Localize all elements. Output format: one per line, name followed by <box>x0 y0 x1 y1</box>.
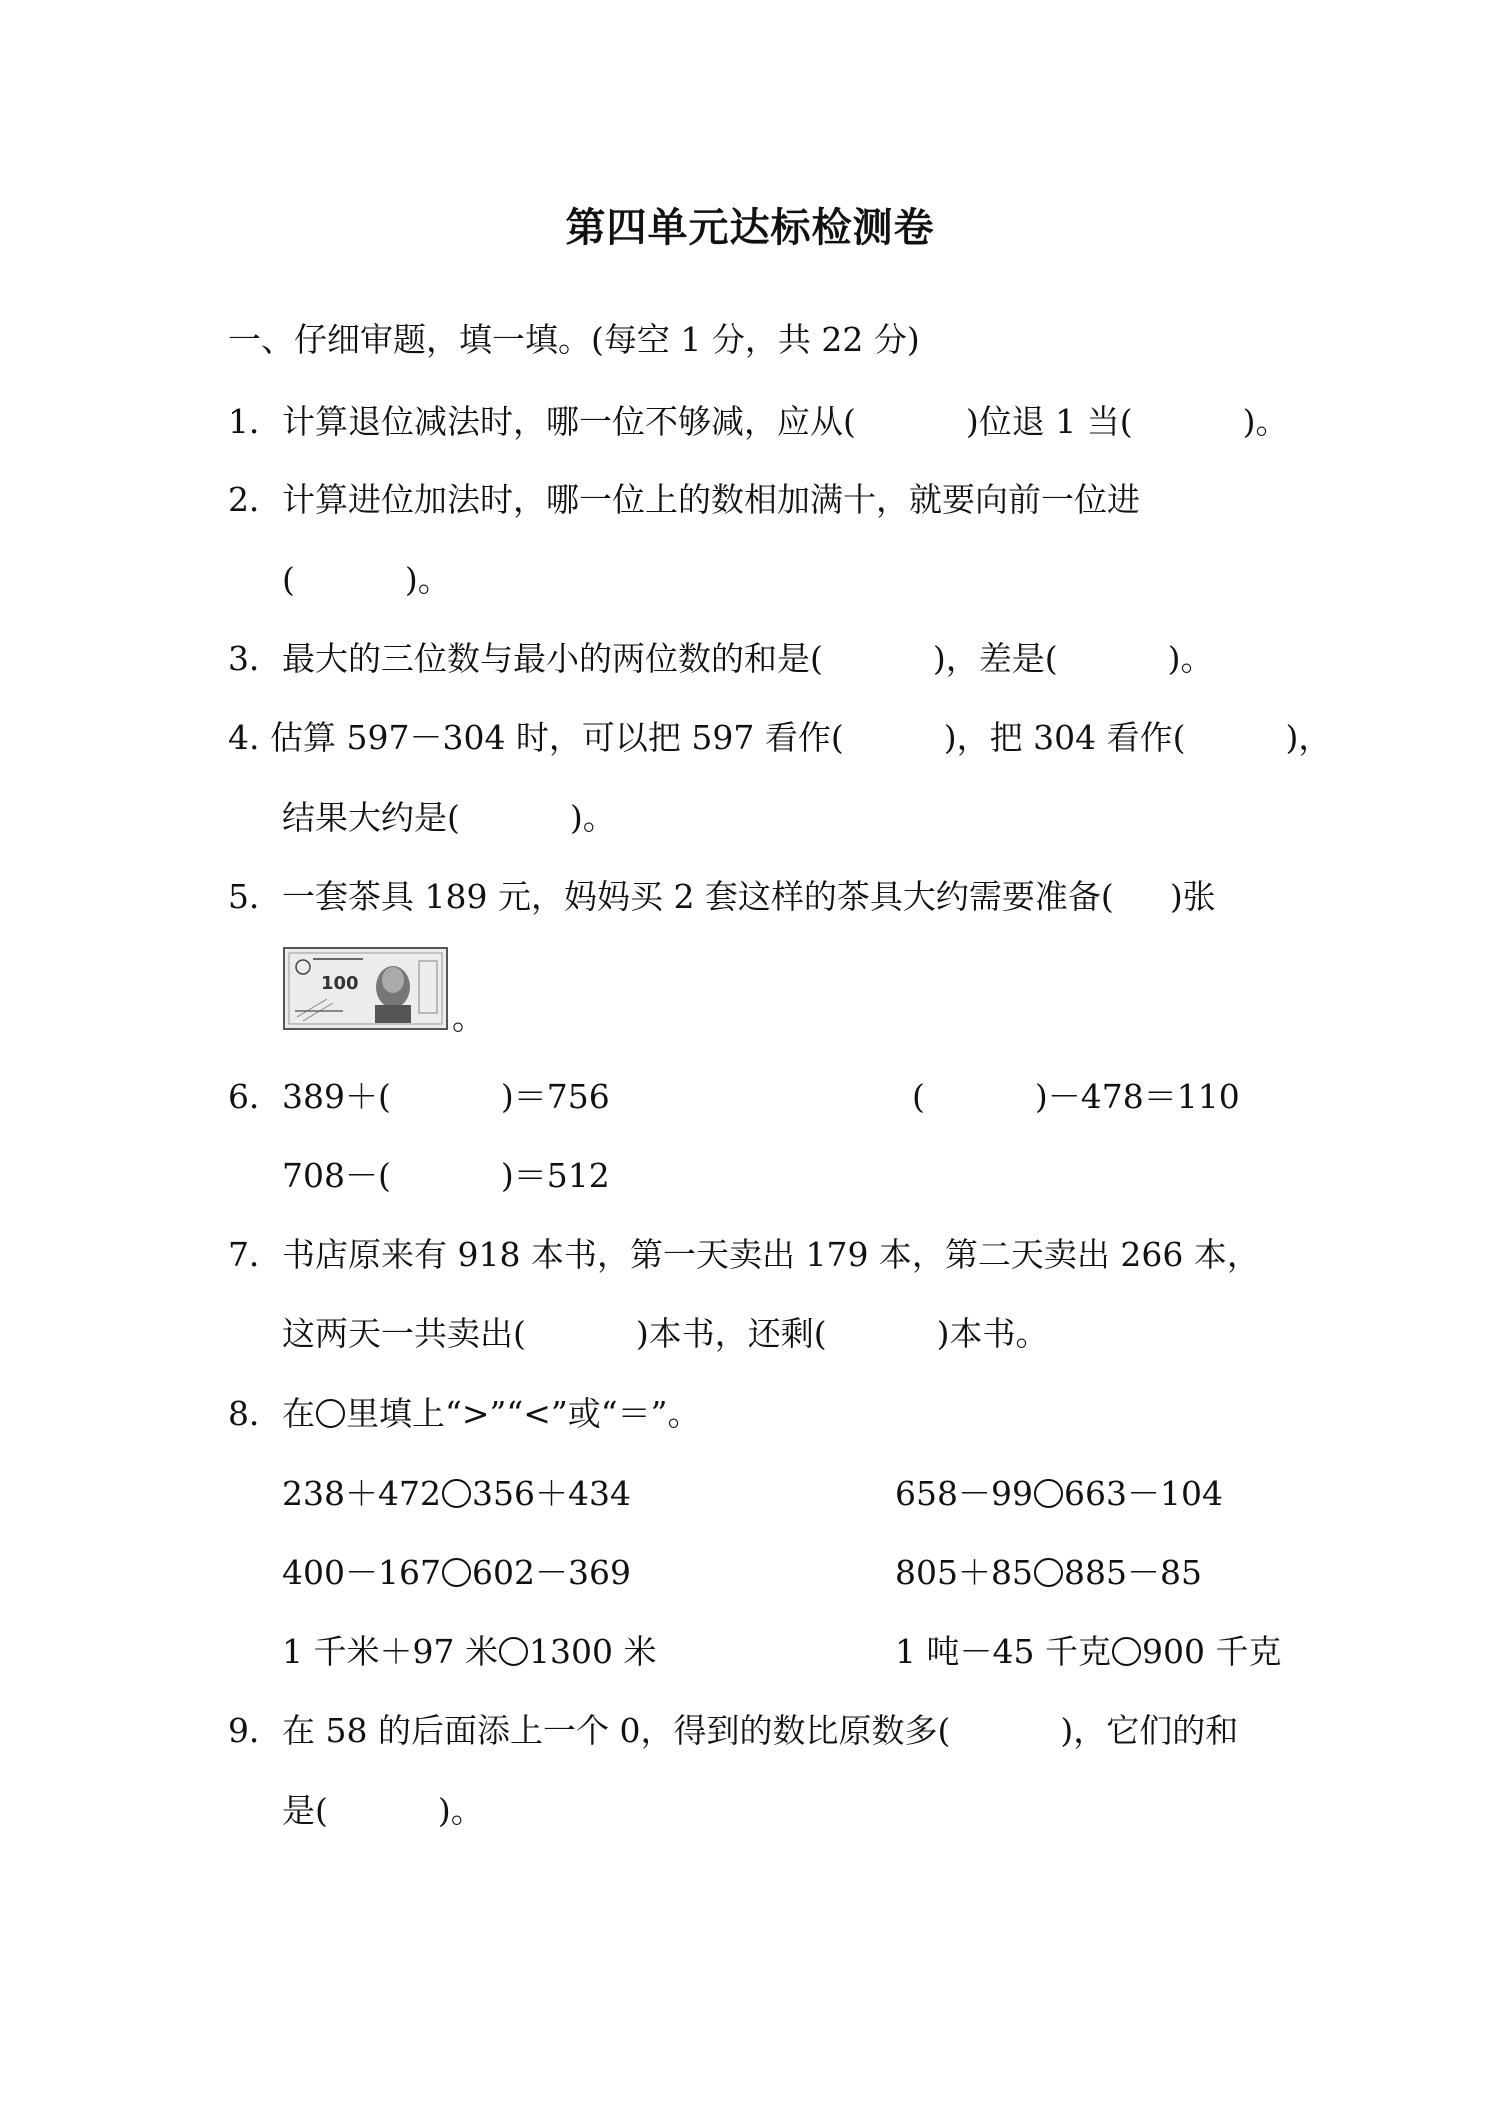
question-1: 1．计算退位减法时，哪一位不够减，应从( )位退 1 当( )。 <box>228 402 1289 441</box>
compare-row-3-right: 1 吨－45 千克 900 千克 <box>895 1632 1282 1671</box>
compare-circle[interactable] <box>1034 1558 1063 1587</box>
question-3: 3．最大的三位数与最小的两位数的和是( )，差是( )。 <box>228 639 1214 678</box>
question-9-cont: 是( )。 <box>282 1791 484 1830</box>
question-9: 9．在 58 的后面添上一个 0，得到的数比原数多( )，它们的和 <box>228 1711 1239 1750</box>
compare-row-2-left: 400－167 602－369 <box>282 1553 631 1592</box>
compare-row-3-left: 1 千米＋97 米 1300 米 <box>282 1632 657 1671</box>
question-5-end: 。 <box>452 998 485 1037</box>
compare-circle[interactable] <box>1034 1479 1063 1508</box>
compare-row-1-left: 238＋472 356＋434 <box>282 1474 631 1513</box>
compare-circle[interactable] <box>499 1637 528 1666</box>
section-heading: 一、仔细审题，填一填。(每空 1 分，共 22 分) <box>228 320 920 359</box>
question-6-c: 708－( )＝512 <box>282 1156 610 1195</box>
svg-text:100: 100 <box>321 973 359 994</box>
compare-circle[interactable] <box>442 1558 471 1587</box>
page-title: 第四单元达标检测卷 <box>565 205 935 251</box>
question-7: 7．书店原来有 918 本书，第一天卖出 179 本，第二天卖出 266 本， <box>228 1235 1260 1274</box>
question-6-a: 6．389＋( )＝756 <box>228 1077 610 1116</box>
compare-circle[interactable] <box>1112 1637 1141 1666</box>
question-2: 2．计算进位加法时，哪一位上的数相加满十，就要向前一位进 <box>228 480 1140 519</box>
question-6-b: ( )－478＝110 <box>912 1077 1240 1116</box>
compare-circle[interactable] <box>316 1399 345 1428</box>
compare-row-1-right: 658－99 663－104 <box>895 1474 1223 1513</box>
question-8: 8．在 里填上“>”“<”或“＝”。 <box>228 1394 701 1433</box>
question-5: 5．一套茶具 189 元，妈妈买 2 套这样的茶具大约需要准备( )张 <box>228 877 1216 916</box>
question-4-cont: 结果大约是( )。 <box>282 798 616 837</box>
question-2-cont: ( )。 <box>282 560 451 599</box>
banknote-100-image <box>283 947 448 1030</box>
question-4: 4. 估算 597－304 时，可以把 597 看作( )，把 304 看作( )， <box>228 718 1332 757</box>
compare-circle[interactable] <box>442 1479 471 1508</box>
question-7-cont: 这两天一共卖出( )本书，还剩( )本书。 <box>282 1314 1049 1353</box>
compare-row-2-right: 805＋85 885－85 <box>895 1553 1202 1592</box>
